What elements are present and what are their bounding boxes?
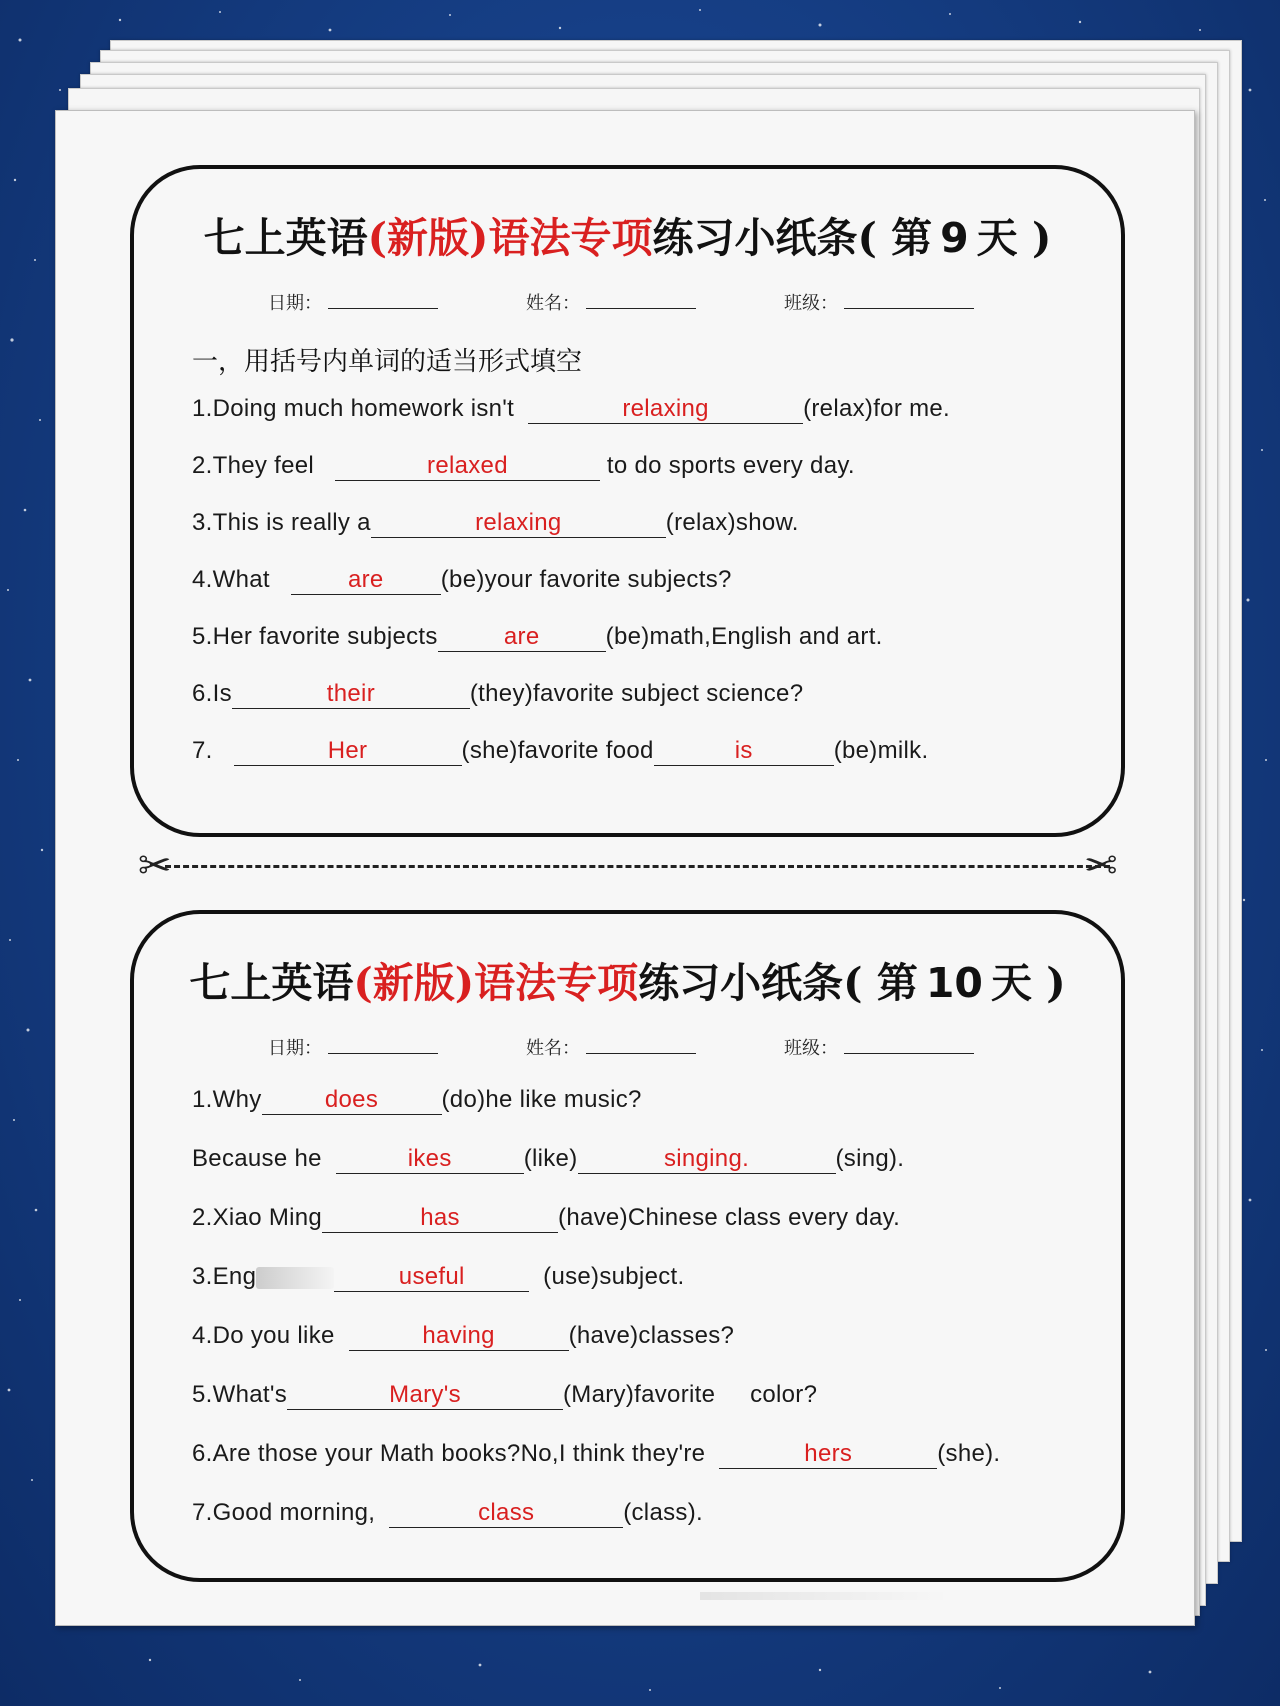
class-field — [784, 289, 974, 315]
question-text: (have)Chinese class every day. — [558, 1204, 901, 1231]
question-1 — [192, 395, 950, 424]
answer-text: useful — [398, 1263, 465, 1290]
question-text: 6.Is — [192, 680, 232, 707]
question-5 — [192, 623, 883, 652]
card-title — [134, 205, 1121, 264]
question-text: 1.Doing much homework isn't — [192, 395, 515, 422]
title-part: 七上英语 — [203, 214, 368, 262]
question-text: (be)math,English and art. — [605, 623, 883, 650]
answer-blank[interactable] — [438, 623, 606, 652]
name-label: 姓名： — [526, 1038, 580, 1059]
question-text: 4.Do you like — [192, 1322, 335, 1349]
cut-line — [165, 865, 1110, 868]
answer-text: Her — [327, 737, 368, 764]
answer-blank[interactable] — [349, 1322, 569, 1351]
question-6 — [192, 1440, 1000, 1469]
question-4 — [192, 566, 732, 595]
question-text: (sing). — [835, 1145, 905, 1172]
answer-text: are — [503, 623, 540, 650]
title-highlight: (新版)语法专项 — [353, 959, 639, 1007]
question-text: Because he — [192, 1145, 322, 1172]
answer-blank[interactable] — [234, 737, 462, 766]
answer-text: their — [326, 680, 375, 707]
date-label: 日期： — [268, 293, 322, 314]
question-text: (relax)for me. — [803, 395, 950, 422]
title-part: 天 — [976, 214, 1018, 262]
scissors-icon: ✂ — [1084, 843, 1118, 889]
class-input-line[interactable] — [844, 1035, 974, 1054]
answer-blank[interactable] — [322, 1204, 558, 1233]
class-field — [784, 1034, 974, 1060]
question-7 — [192, 1499, 703, 1528]
answer-blank[interactable] — [291, 566, 441, 595]
name-input-line[interactable] — [586, 1035, 696, 1054]
question-text: 3.Eng — [192, 1263, 257, 1290]
class-label: 班级： — [784, 293, 838, 314]
question-6 — [192, 680, 803, 709]
date-input-line[interactable] — [328, 1035, 438, 1054]
section-heading: 一，用括号内单词的适当形式填空 — [192, 347, 583, 377]
question-text: 7. — [192, 737, 213, 764]
question-5 — [192, 1381, 817, 1410]
question-7 — [192, 737, 928, 766]
question-1 — [192, 1086, 642, 1115]
answer-text: hers — [804, 1440, 853, 1467]
answer-blank[interactable] — [371, 509, 666, 538]
answer-blank[interactable] — [578, 1145, 836, 1174]
question-text: (class). — [623, 1499, 703, 1526]
answer-text: Mary's — [389, 1381, 461, 1408]
question-4 — [192, 1322, 734, 1351]
question-text: to do sports every day. — [606, 452, 855, 479]
title-part: 第 — [891, 214, 933, 262]
question-text: 1.Why — [192, 1086, 262, 1113]
question-text: (like) — [523, 1145, 578, 1172]
answer-text: class — [478, 1499, 535, 1526]
question-text: (she). — [937, 1440, 1001, 1467]
title-part: 七上英语 — [189, 959, 354, 1007]
class-input-line[interactable] — [844, 290, 974, 309]
faded-footer-mark — [700, 1592, 950, 1600]
card-title — [134, 950, 1121, 1009]
question-text: 2.They feel — [192, 452, 315, 479]
answer-blank[interactable] — [335, 452, 600, 481]
question-text: 3.This is really a — [192, 509, 371, 536]
title-part: 练习小纸条( — [652, 214, 877, 262]
answer-blank[interactable] — [232, 680, 470, 709]
question-text: 4.What — [192, 566, 270, 593]
question-text: 7.Good morning, — [192, 1499, 376, 1526]
scissors-icon: ✂ — [138, 843, 172, 889]
title-part: ) — [1031, 214, 1052, 262]
name-field — [526, 289, 696, 315]
day-number: 9 — [940, 214, 969, 262]
question-text: 2.Xiao Ming — [192, 1204, 323, 1231]
day-number: 10 — [925, 959, 983, 1007]
question-2 — [192, 1204, 900, 1233]
answer-text: relaxing — [622, 395, 709, 422]
answer-text: relaxed — [427, 452, 508, 479]
answer-text: is — [734, 737, 753, 764]
answer-blank[interactable] — [719, 1440, 937, 1469]
title-part: ) — [1046, 959, 1066, 1007]
question-text: (do)he like music? — [441, 1086, 642, 1113]
title-highlight: (新版)语法专项 — [367, 214, 653, 262]
date-label: 日期： — [268, 1038, 322, 1059]
answer-text: are — [347, 566, 384, 593]
worksheet-card-day-10 — [130, 910, 1125, 1582]
date-field — [268, 1034, 438, 1060]
question-text: (she)favorite food — [461, 737, 654, 764]
answer-text: does — [324, 1086, 379, 1113]
answer-blank[interactable] — [528, 395, 803, 424]
answer-blank[interactable] — [262, 1086, 442, 1115]
answer-blank[interactable] — [389, 1499, 623, 1528]
name-input-line[interactable] — [586, 290, 696, 309]
question-text: (Mary)favorite color? — [563, 1381, 818, 1408]
answer-text: ikes — [407, 1145, 452, 1172]
question-text: 6.Are those your Math books?No,I think they're — [192, 1440, 706, 1467]
answer-text: has — [420, 1204, 460, 1231]
question-text: (have)classes? — [568, 1322, 735, 1349]
answer-text: relaxing — [475, 509, 562, 536]
question-2 — [192, 452, 855, 481]
title-part: 第 — [876, 959, 918, 1007]
class-label: 班级： — [784, 1038, 838, 1059]
name-field — [526, 1034, 696, 1060]
answer-blank[interactable] — [287, 1381, 563, 1410]
question-text: (be)milk. — [833, 737, 929, 764]
title-part: 练习小纸条( — [638, 959, 863, 1007]
worksheet-card-day-9 — [130, 165, 1125, 837]
answer-text: having — [422, 1322, 495, 1349]
answer-blank[interactable] — [654, 737, 834, 766]
answer-blank[interactable] — [336, 1145, 524, 1174]
question-text: 5.Her favorite subjects — [192, 623, 438, 650]
question-text: 5.What's — [192, 1381, 288, 1408]
question-text: (relax)show. — [665, 509, 799, 536]
question-text: (use)subject. — [543, 1263, 685, 1290]
date-input-line[interactable] — [328, 290, 438, 309]
question-text: (be)your favorite subjects? — [440, 566, 732, 593]
question-1-followup — [192, 1145, 904, 1174]
date-field — [268, 289, 438, 315]
question-3 — [192, 509, 799, 538]
answer-blank[interactable] — [334, 1263, 529, 1292]
answer-text: singing. — [663, 1145, 750, 1172]
title-part: 天 — [990, 959, 1032, 1007]
blurred-region — [256, 1267, 334, 1289]
question-3 — [192, 1263, 684, 1292]
name-label: 姓名： — [526, 293, 580, 314]
question-text: (they)favorite subject science? — [469, 680, 804, 707]
